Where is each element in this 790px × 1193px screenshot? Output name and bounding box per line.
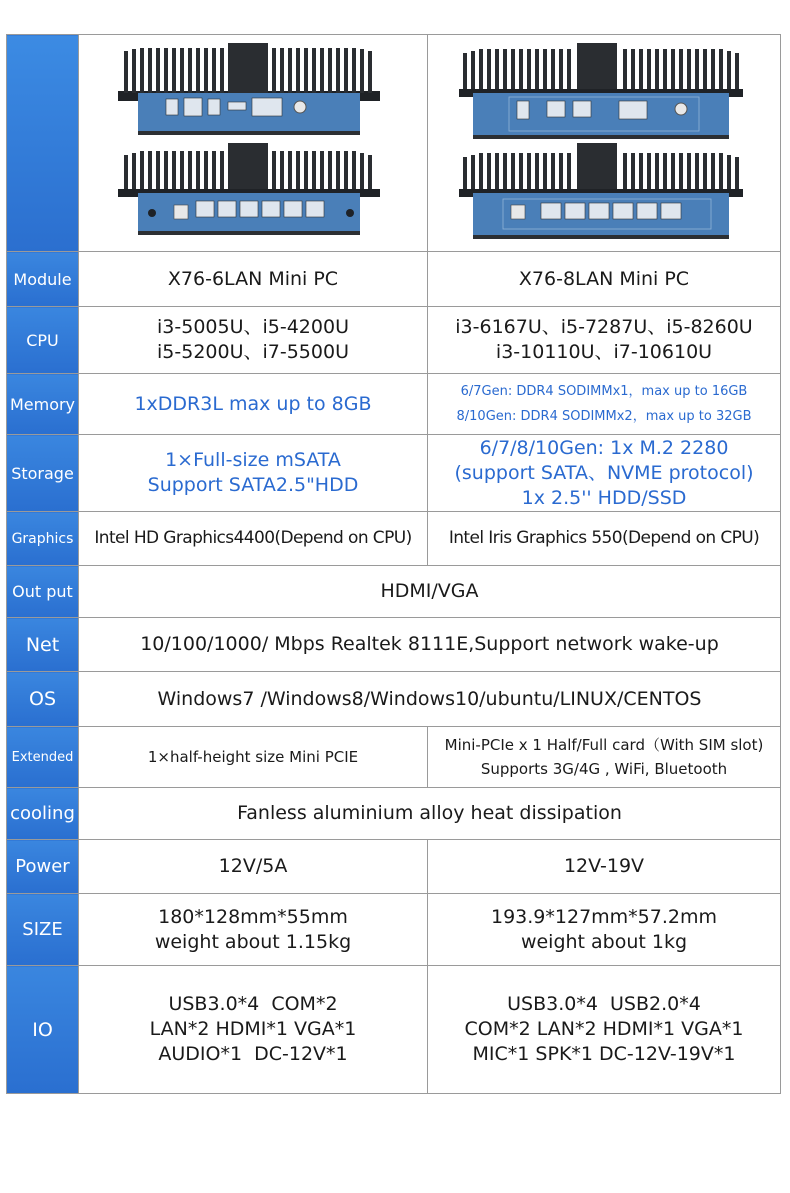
- label-power: Power: [7, 840, 79, 894]
- module-left: X76-6LAN Mini PC: [79, 252, 428, 307]
- extended-left: 1×half-height size Mini PCIE: [79, 727, 428, 788]
- size-left-line-2: weight about 1.15kg: [154, 930, 352, 953]
- label-cooling: cooling: [7, 788, 79, 840]
- row-io: [7, 966, 781, 1094]
- extended-right-line-1: Mini-PCIe x 1 Half/Full card（With SIM slot): [444, 736, 764, 754]
- row-memory: [7, 374, 781, 435]
- size-left: [79, 894, 428, 966]
- spec-table: [6, 34, 781, 1094]
- x76-6lan-device-illustration: [118, 43, 388, 243]
- row-net: [7, 618, 781, 672]
- io-right-line-2: COM*2 LAN*2 HDMI*1 VGA*1: [464, 1018, 744, 1040]
- storage-left: [79, 435, 428, 512]
- storage-right: [428, 435, 781, 512]
- row-storage: [7, 435, 781, 512]
- extended-right-line-2: Supports 3G/4G , WiFi, Bluetooth: [480, 760, 728, 778]
- graphics-right: Intel Iris Graphics 550(Depend on CPU): [428, 512, 781, 566]
- device-front-view: [459, 43, 743, 139]
- extended-right: [428, 727, 781, 788]
- label-output: Out put: [7, 566, 79, 618]
- label-storage: Storage: [7, 435, 79, 512]
- cpu-right-line-1: i3-6167U、i5-7287U、i5-8260U: [455, 316, 753, 338]
- device-rear-view: [459, 143, 743, 239]
- io-left-line-1: USB3.0*4 COM*2: [168, 993, 338, 1015]
- row-extended: [7, 727, 781, 788]
- memory-right: [428, 374, 781, 435]
- row-graphics: [7, 512, 781, 566]
- cpu-right-line-2: i3-10110U、i7-10610U: [495, 341, 713, 363]
- cpu-left-line-2: i5-5200U、i7-5500U: [157, 341, 349, 363]
- row-cpu: [7, 307, 781, 374]
- memory-right-line-1: 6/7Gen: DDR4 SODIMMx1，max up to 16GB: [460, 384, 748, 399]
- size-right-line-1: 193.9*127mm*57.2mm: [491, 905, 717, 928]
- label-net: Net: [7, 618, 79, 672]
- label-cpu: CPU: [7, 307, 79, 374]
- row-os: [7, 672, 781, 727]
- label-module: Module: [7, 252, 79, 307]
- cooling-value: Fanless aluminium alloy heat dissipation: [79, 788, 781, 840]
- cpu-left: [79, 307, 428, 374]
- memory-right-line-2: 8/10Gen: DDR4 SODIMMx2，max up to 32GB: [456, 409, 752, 424]
- storage-right-line-3: 1x 2.5'' HDD/SSD: [521, 486, 687, 509]
- storage-left-line-2: Support SATA2.5"HDD: [147, 474, 359, 496]
- io-right-line-1: USB3.0*4 USB2.0*4: [507, 993, 701, 1015]
- io-right: [428, 966, 781, 1094]
- label-memory: Memory: [7, 374, 79, 435]
- cpu-right: [428, 307, 781, 374]
- device-rear-view: [118, 143, 380, 235]
- row-power: [7, 840, 781, 894]
- image-row-label-cell: [7, 35, 79, 252]
- io-left-line-2: LAN*2 HDMI*1 VGA*1: [149, 1018, 357, 1040]
- label-os: OS: [7, 672, 79, 727]
- storage-left-line-1: 1×Full-size mSATA: [165, 449, 341, 471]
- device-front-view: [118, 43, 380, 135]
- x76-8lan-device-illustration: [459, 43, 749, 243]
- os-value: Windows7 /Windows8/Windows10/ubuntu/LINUX/CENTOS: [79, 672, 781, 727]
- label-graphics: Graphics: [7, 512, 79, 566]
- output-value: HDMI/VGA: [79, 566, 781, 618]
- storage-right-line-2: (support SATA、NVME protocol): [454, 461, 754, 484]
- memory-left: 1xDDR3L max up to 8GB: [79, 374, 428, 435]
- module-right: X76-8LAN Mini PC: [428, 252, 781, 307]
- io-left: [79, 966, 428, 1094]
- size-right-line-2: weight about 1kg: [520, 930, 688, 953]
- row-cooling: [7, 788, 781, 840]
- label-size: SIZE: [7, 894, 79, 966]
- cpu-left-line-1: i3-5005U、i5-4200U: [157, 316, 349, 338]
- power-left: 12V/5A: [79, 840, 428, 894]
- size-left-line-1: 180*128mm*55mm: [158, 905, 348, 928]
- row-output: [7, 566, 781, 618]
- storage-right-line-1: 6/7/8/10Gen: 1x M.2 2280: [479, 436, 729, 459]
- label-extended: Extended: [7, 727, 79, 788]
- row-size: [7, 894, 781, 966]
- net-value: 10/100/1000/ Mbps Realtek 8111E,Support network wake-up: [79, 618, 781, 672]
- io-right-line-3: MIC*1 SPK*1 DC-12V-19V*1: [472, 1043, 736, 1065]
- right-product-images: [428, 35, 781, 252]
- graphics-left: Intel HD Graphics4400(Depend on CPU): [79, 512, 428, 566]
- image-row: [7, 35, 781, 252]
- io-left-line-3: AUDIO*1 DC-12V*1: [158, 1043, 348, 1065]
- size-right: [428, 894, 781, 966]
- label-io: IO: [7, 966, 79, 1094]
- row-module: [7, 252, 781, 307]
- power-right: 12V-19V: [428, 840, 781, 894]
- left-product-images: [79, 35, 428, 252]
